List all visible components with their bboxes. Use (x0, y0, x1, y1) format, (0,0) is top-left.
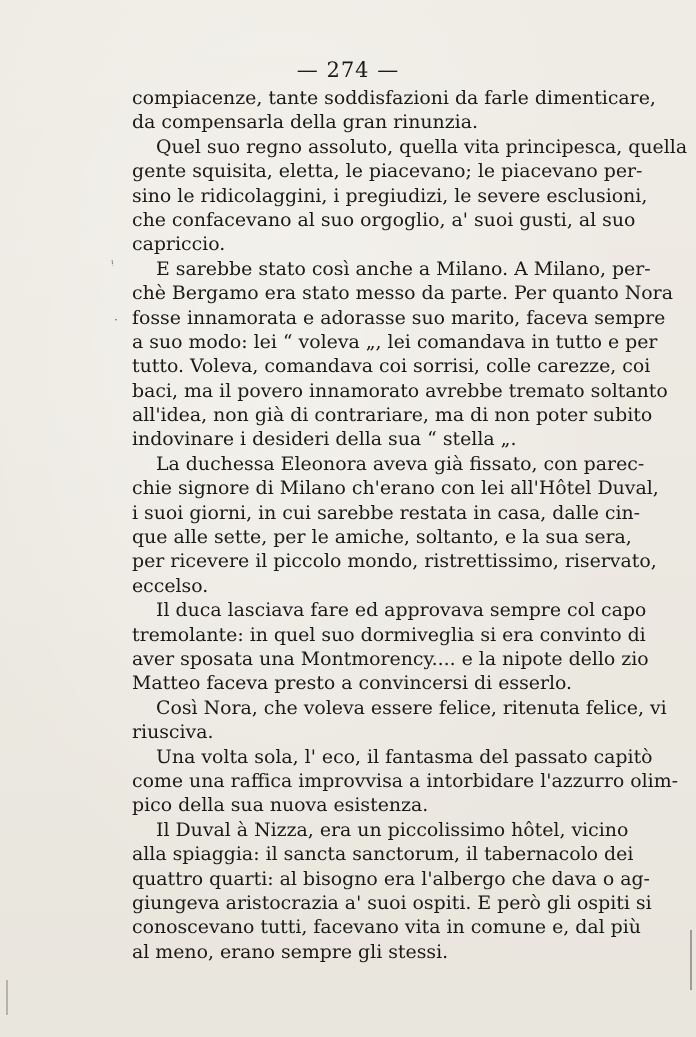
text-line: indovinare i desideri della sua “ stella „. (132, 428, 517, 451)
text-line: que alle sette, per le amiche, soltanto, e la sua sera, (132, 526, 632, 549)
text-line: tremolante: in quel suo dormiveglia si era convinto di (132, 623, 646, 646)
text-line: compiacenze, tante soddisfazioni da farle dimenticare, (132, 87, 656, 109)
text-line: E sarebbe stato così anche a Milano. A Milano, per- (156, 257, 651, 280)
text-line: gente squisita, eletta, le piacevano; le piacevano per- (132, 160, 643, 183)
text-line: Il Duval à Nizza, era un piccolissimo hôtel, vicino (156, 818, 629, 841)
text-line: all'idea, non già di contrariare, ma di non poter subito (132, 404, 653, 427)
text-line: come una raffica improvvisa a intorbidare l'azzurro olim- (132, 769, 678, 792)
text-line: Matteo faceva presto a convincersi di esserlo. (132, 672, 573, 695)
text-line: capriccio. (132, 233, 226, 256)
text-line: chè Bergamo era stato messo da parte. Per quanto Nora (132, 282, 673, 305)
text-line: che confacevano al suo orgoglio, a' suoi gusti, al suo (132, 208, 636, 231)
text-line: La duchessa Eleonora aveva già fissato, con parec- (156, 452, 645, 475)
page-edge-shadow-right (690, 930, 692, 990)
text-line: Il duca lasciava fare ed approvava sempre col capo (156, 599, 647, 622)
page-number: — 274 — (296, 58, 400, 82)
text-line: Così Nora, che voleva essere felice, ritenuta felice, vi (156, 696, 667, 719)
margin-ink-mark: ᵎ (111, 257, 114, 271)
text-line: da compensarla della gran rinunzia. (132, 111, 478, 134)
text-line: riusciva. (132, 721, 214, 744)
margin-ink-mark: · (114, 313, 118, 327)
text-line: giungeva aristocrazia a' suoi ospiti. E però gli ospiti si (132, 891, 652, 914)
text-line: pico della sua nuova esistenza. (132, 794, 429, 817)
text-line: per ricevere il piccolo mondo, ristrettissimo, riservato, (132, 550, 657, 573)
text-line: Quel suo regno assoluto, quella vita principesca, quella (156, 135, 688, 158)
text-line: conoscevano tutti, facevano vita in comune e, dal più (132, 916, 641, 939)
text-line: alla spiaggia: il sancta sanctorum, il tabernacolo dei (132, 843, 634, 866)
page-edge-shadow-left (6, 980, 8, 1015)
text-line: tutto. Voleva, comandava coi sorrisi, colle carezze, coi (132, 355, 651, 378)
text-line: aver sposata una Montmorency.... e la nipote dello zio (132, 647, 649, 670)
text-line: baci, ma il povero innamorato avrebbe tremato soltanto (132, 379, 668, 402)
text-line: i suoi giorni, in cui sarebbe restata in casa, dalle cin- (132, 501, 641, 524)
text-line: quattro quarti: al bisogno era l'albergo che dava o ag- (132, 867, 650, 890)
text-line: eccelso. (132, 574, 209, 597)
text-line: Una volta sola, l' eco, il fantasma del passato capitò (156, 745, 653, 768)
text-line: chie signore di Milano ch'erano con lei all'Hôtel Duval, (132, 477, 659, 500)
text-line: al meno, erano sempre gli stessi. (132, 940, 449, 963)
body-text (132, 86, 688, 964)
text-line: sino le ridicolaggini, i pregiudizi, le severe esclusioni, (132, 184, 648, 207)
text-line: fosse innamorata e adorasse suo marito, faceva sempre (132, 306, 666, 329)
text-line: a suo modo: lei “ voleva „, lei comandava in tutto e per (132, 330, 658, 353)
